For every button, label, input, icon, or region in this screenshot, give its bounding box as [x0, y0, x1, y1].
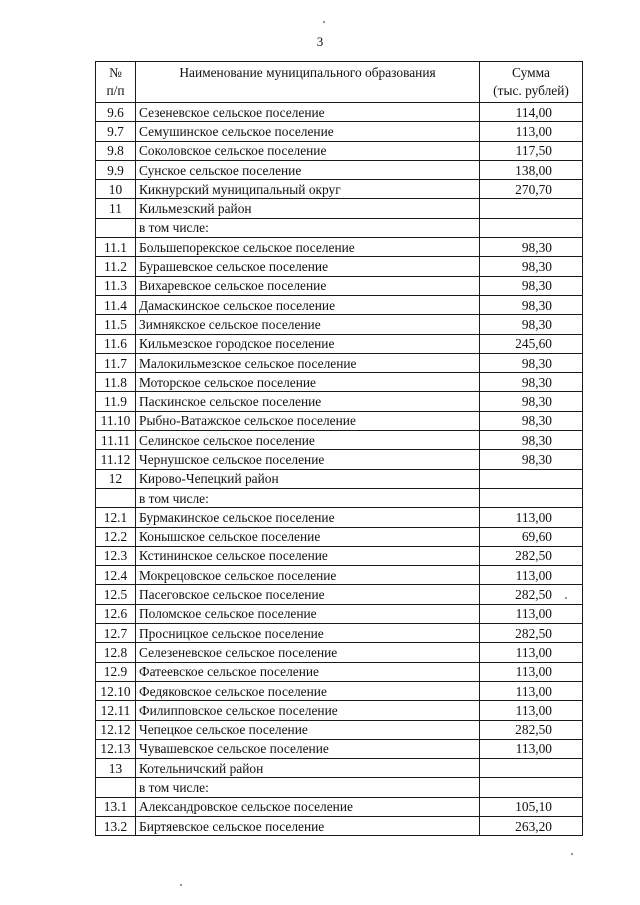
table-row	[96, 353, 583, 372]
row-name: Селинское сельское поселение	[136, 431, 480, 450]
row-sum: 117,50	[480, 141, 583, 160]
row-sum: 98,30	[480, 295, 583, 314]
row-sum: 113,00	[480, 681, 583, 700]
row-sum: 113,00	[480, 662, 583, 681]
row-name: Малокильмезское сельское поселение	[136, 353, 480, 372]
table-row	[96, 450, 583, 469]
row-number: 11.6	[96, 334, 136, 353]
table-row	[96, 527, 583, 546]
table-row	[96, 257, 583, 276]
row-sum: 263,20	[480, 816, 583, 835]
row-number: 12	[96, 469, 136, 488]
table-row	[96, 759, 583, 778]
row-name: Кильмезское городское поселение	[136, 334, 480, 353]
row-sum: 114,00	[480, 103, 583, 122]
row-name: Фатеевское сельское поселение	[136, 662, 480, 681]
row-sum: 98,30	[480, 373, 583, 392]
table-row	[96, 566, 583, 585]
row-number: 13.2	[96, 816, 136, 835]
table-row	[96, 681, 583, 700]
row-name: Кильмезский район	[136, 199, 480, 218]
table-row	[96, 739, 583, 758]
header-number-line-2: п/п	[106, 83, 125, 98]
row-number: 12.3	[96, 546, 136, 565]
row-name: в том числе:	[136, 488, 480, 507]
row-number: 12.11	[96, 701, 136, 720]
table-row	[96, 797, 583, 816]
row-number: 11.10	[96, 411, 136, 430]
header-name: Наименование муниципального образования	[136, 62, 480, 103]
table-row	[96, 315, 583, 334]
table-row	[96, 276, 583, 295]
table-row	[96, 180, 583, 199]
header-number	[96, 62, 136, 103]
row-sum: 105,10	[480, 797, 583, 816]
row-name: Кирово-Чепецкий район	[136, 469, 480, 488]
table-row	[96, 431, 583, 450]
row-sum: 98,30	[480, 276, 583, 295]
table-row	[96, 604, 583, 623]
row-sum: 113,00	[480, 604, 583, 623]
row-sum	[480, 759, 583, 778]
row-sum: 138,00	[480, 160, 583, 179]
row-name: Чернушское сельское поселение	[136, 450, 480, 469]
table-row	[96, 103, 583, 122]
table-row	[96, 199, 583, 218]
row-sum: 98,30	[480, 450, 583, 469]
row-number: 12.8	[96, 643, 136, 662]
table-row	[96, 488, 583, 507]
table-row	[96, 373, 583, 392]
row-name: в том числе:	[136, 778, 480, 797]
table-row	[96, 816, 583, 835]
row-number: 11.3	[96, 276, 136, 295]
table-row	[96, 295, 583, 314]
row-name: Рыбно-Ватажское сельское поселение	[136, 411, 480, 430]
row-number: 11.7	[96, 353, 136, 372]
scan-speck	[180, 884, 182, 886]
scan-speck	[323, 21, 325, 23]
row-sum	[480, 488, 583, 507]
row-sum: 282,50	[480, 720, 583, 739]
row-name: Соколовское сельское поселение	[136, 141, 480, 160]
row-name: Дамаскинское сельское поселение	[136, 295, 480, 314]
row-sum: 113,00	[480, 122, 583, 141]
row-number: 12.7	[96, 624, 136, 643]
row-number: 11.12	[96, 450, 136, 469]
table-row	[96, 334, 583, 353]
row-sum	[480, 469, 583, 488]
row-sum: 98,30	[480, 431, 583, 450]
row-number: 9.6	[96, 103, 136, 122]
row-sum: 113,00	[480, 701, 583, 720]
row-name: Пасеговское сельское поселение	[136, 585, 480, 604]
table-row	[96, 720, 583, 739]
row-name: Филипповское сельское поселение	[136, 701, 480, 720]
row-name: Федяковское сельское поселение	[136, 681, 480, 700]
row-name: Александровское сельское поселение	[136, 797, 480, 816]
row-sum: 270,70	[480, 180, 583, 199]
row-sum: 98,30	[480, 315, 583, 334]
header-number-line-1: №	[109, 65, 122, 80]
row-sum: 69,60	[480, 527, 583, 546]
table-row	[96, 508, 583, 527]
table-row	[96, 778, 583, 797]
table-row	[96, 585, 583, 604]
table-row	[96, 643, 583, 662]
row-sum	[480, 199, 583, 218]
row-number: 11.1	[96, 238, 136, 257]
row-number: 11.9	[96, 392, 136, 411]
row-number	[96, 218, 136, 237]
row-number: 13.1	[96, 797, 136, 816]
row-number: 11.4	[96, 295, 136, 314]
row-sum: 98,30	[480, 257, 583, 276]
row-name: Просницкое сельское поселение	[136, 624, 480, 643]
row-sum	[480, 778, 583, 797]
row-name: Зимнякское сельское поселение	[136, 315, 480, 334]
scan-speck	[565, 597, 567, 599]
row-number: 12.2	[96, 527, 136, 546]
table-row	[96, 238, 583, 257]
row-sum: 113,00	[480, 643, 583, 662]
row-sum: 282,50	[480, 546, 583, 565]
row-number: 11.5	[96, 315, 136, 334]
page-number: 3	[316, 34, 324, 49]
row-name: Паскинское сельское поселение	[136, 392, 480, 411]
table-row	[96, 141, 583, 160]
row-number	[96, 488, 136, 507]
row-number	[96, 778, 136, 797]
table-row	[96, 546, 583, 565]
row-sum	[480, 218, 583, 237]
row-name: Мокрецовское сельское поселение	[136, 566, 480, 585]
row-number: 9.9	[96, 160, 136, 179]
row-name: Бурмакинское сельское поселение	[136, 508, 480, 527]
row-number: 11	[96, 199, 136, 218]
table-header-row	[96, 62, 583, 103]
row-number: 12.5	[96, 585, 136, 604]
row-name: Котельничский район	[136, 759, 480, 778]
table-row	[96, 701, 583, 720]
table-row	[96, 662, 583, 681]
row-number: 9.7	[96, 122, 136, 141]
header-sum	[480, 62, 583, 103]
row-sum: 113,00	[480, 566, 583, 585]
row-number: 12.6	[96, 604, 136, 623]
row-sum: 282,50	[480, 624, 583, 643]
row-sum: 113,00	[480, 739, 583, 758]
row-name: Биртяевское сельское поселение	[136, 816, 480, 835]
row-number: 12.9	[96, 662, 136, 681]
header-sum-line-2: (тыс. рублей)	[493, 83, 569, 98]
row-name: Вихаревское сельское поселение	[136, 276, 480, 295]
row-name: Кикнурский муниципальный округ	[136, 180, 480, 199]
row-number: 12.1	[96, 508, 136, 527]
allocation-table	[95, 61, 583, 836]
row-sum: 98,30	[480, 238, 583, 257]
row-sum: 113,00	[480, 508, 583, 527]
row-number: 12.4	[96, 566, 136, 585]
table-row	[96, 411, 583, 430]
table-row	[96, 624, 583, 643]
row-number: 11.2	[96, 257, 136, 276]
row-number: 13	[96, 759, 136, 778]
row-name: Моторское сельское поселение	[136, 373, 480, 392]
row-name: Поломское сельское поселение	[136, 604, 480, 623]
row-number: 10	[96, 180, 136, 199]
row-number: 12.13	[96, 739, 136, 758]
row-number: 12.10	[96, 681, 136, 700]
table-body	[96, 103, 583, 836]
row-sum: 98,30	[480, 392, 583, 411]
row-name: Большепорекское сельское поселение	[136, 238, 480, 257]
row-number: 11.8	[96, 373, 136, 392]
row-name: Сунское сельское поселение	[136, 160, 480, 179]
row-name: Чувашевское сельское поселение	[136, 739, 480, 758]
row-name: Кстининское сельское поселение	[136, 546, 480, 565]
table-row	[96, 392, 583, 411]
row-number: 9.8	[96, 141, 136, 160]
row-number: 12.12	[96, 720, 136, 739]
row-name: Бурашевское сельское поселение	[136, 257, 480, 276]
row-name: Семушинское сельское поселение	[136, 122, 480, 141]
row-name: в том числе:	[136, 218, 480, 237]
table-row	[96, 122, 583, 141]
row-sum: 98,30	[480, 411, 583, 430]
row-name: Сезеневское сельское поселение	[136, 103, 480, 122]
row-number: 11.11	[96, 431, 136, 450]
header-sum-line-1: Сумма	[512, 65, 550, 80]
row-name: Чепецкое сельское поселение	[136, 720, 480, 739]
table-row	[96, 469, 583, 488]
row-sum: 245,60	[480, 334, 583, 353]
table-row	[96, 160, 583, 179]
table-row	[96, 218, 583, 237]
row-name: Конышское сельское поселение	[136, 527, 480, 546]
scan-speck	[571, 853, 573, 855]
row-sum: 98,30	[480, 353, 583, 372]
row-name: Селезеневское сельское поселение	[136, 643, 480, 662]
row-sum: 282,50	[480, 585, 583, 604]
